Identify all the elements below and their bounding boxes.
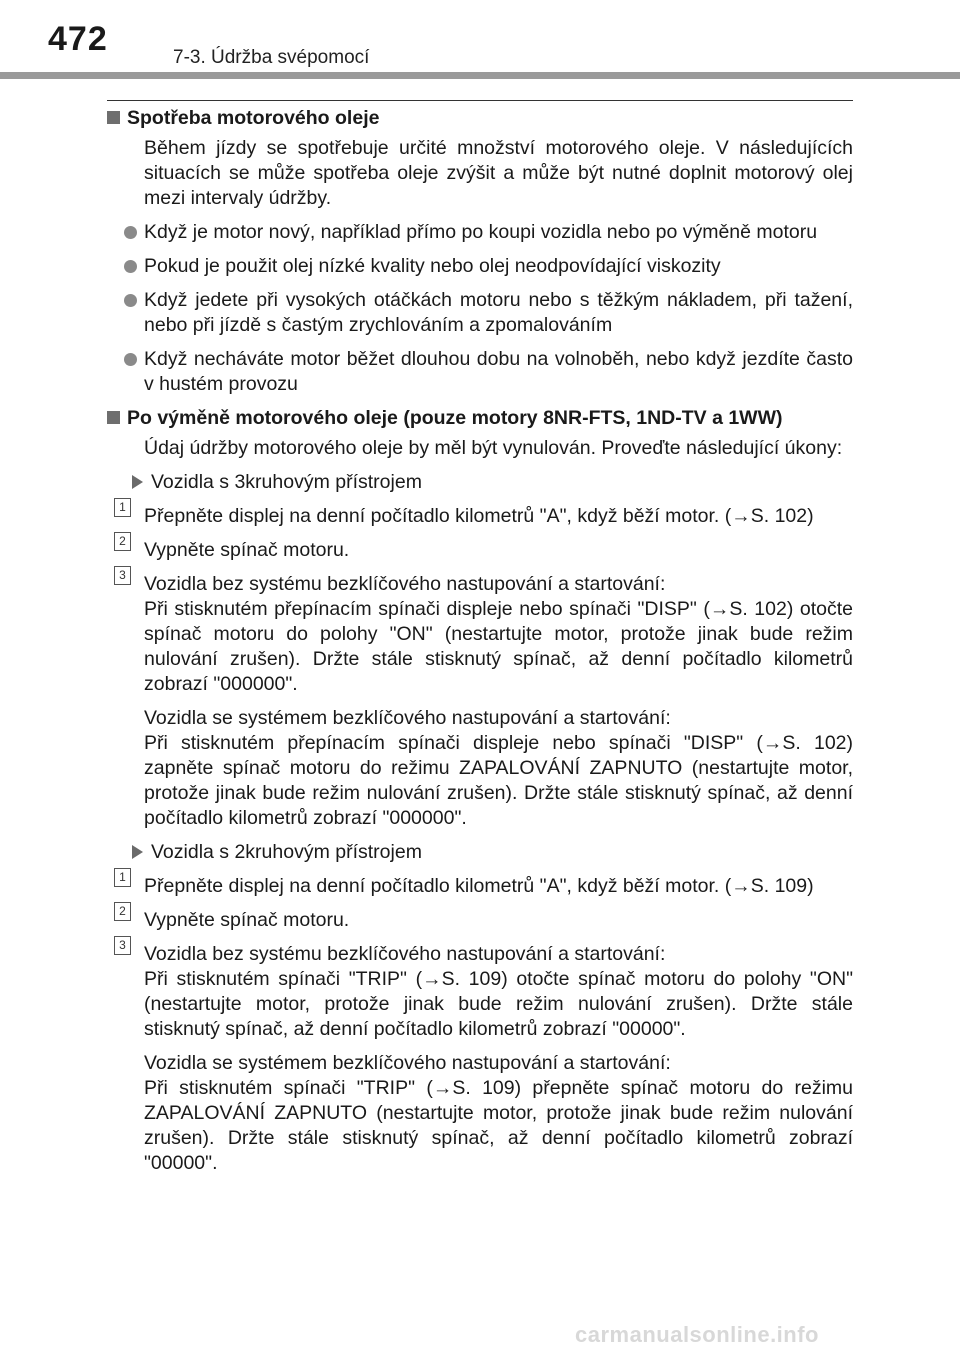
step-text: Při stisknutém přepínacím spínači displeje nebo spínači "DISP" (→S. 102) zapněte spínač motoru do režimu ZAPALOVÁNÍ ZAPNUTO (nestartujte motor, protože jinak bude režim nulování zrušen). Držte stále stisknutý spínač, až denní počítadlo kilometrů zobrazí "000000". [144,732,853,829]
list-item [124,254,853,279]
step-number-badge: 2 [114,902,131,921]
triangle-right-icon [132,475,143,489]
page-number: 472 [48,20,108,58]
step-text: Přepněte displej na denní počítadlo kilometrů "A", když běží motor. (→S. 102) [144,505,814,527]
step-text: Při stisknutém spínači "TRIP" (→S. 109) přepněte spínač motoru do režimu ZAPALOVÁNÍ ZAPNUTO (nestartujte motor, protože jinak bude režim nulování zrušen). Držte stále stisknutý spínač, až denní počítadlo kilometrů zobrazí "00000". [144,1077,853,1174]
step-item [119,500,853,529]
step-text: Vypněte spínač motoru. [144,539,350,561]
step-item [119,534,853,563]
step-item [119,870,853,899]
square-bullet-icon [107,111,120,124]
section-intro: Údaj údržby motorového oleje by měl být vynulován. Proveďte následující úkony: [144,437,843,459]
step-number-badge: 1 [114,498,131,517]
section-title-text: Po výměně motorového oleje (pouze motory 8NR-FTS, 1ND-TV a 1WW) [127,407,783,429]
chapter-title: 7-3. Údržba svépomocí [173,47,370,68]
step-number-badge: 1 [114,868,131,887]
triangle-right-icon [132,845,143,859]
circle-bullet-icon [124,226,137,239]
circle-bullet-icon [124,294,137,307]
page-header [0,0,960,80]
section-title-after-oil-change [107,406,853,431]
watermark: carmanualsonline.info [575,1322,819,1347]
step-item [119,904,853,933]
list-item-text: Pokud je použit olej nízké kvality nebo olej neodpovídající viskozity [144,255,721,277]
circle-bullet-icon [124,353,137,366]
step-number-badge: 2 [114,532,131,551]
list-item-text: Když je motor nový, například přímo po koupi vozidla nebo po výměně motoru [144,221,818,243]
subsection-label [124,470,853,495]
subsection-label [124,840,853,865]
subsection-label-text: Vozidla s 2kruhovým přístrojem [151,841,422,863]
step-text: Přepněte displej na denní počítadlo kilometrů "A", když běží motor. (→S. 109) [144,875,814,897]
section-intro: Během jízdy se spotřebuje určité množství motorového oleje. V následujících situacích se může spotřeba oleje zvýšit a může být nutné doplnit motorový olej mezi intervaly údržby. [144,137,853,209]
step-text: Při stisknutém přepínacím spínači displeje nebo spínači "DISP" (→S. 102) otočte spínač motoru do polohy "ON" (nestartujte motor, protože jinak bude režim nulování zrušen). Držte stále stisknutý spínač, až denní počítadlo kilometrů zobrazí "000000". [144,598,853,695]
step-alternative [144,1051,853,1176]
circle-bullet-icon [124,260,137,273]
step-text: Při stisknutém spínači "TRIP" (→S. 109) otočte spínač motoru do polohy "ON" (nestartujte motor, protože jinak bude režim nulování zrušen). Držte stále stisknutý spínač, až denní počítadlo kilometrů zobrazí "00000". [144,968,853,1040]
header-rule [0,72,960,79]
list-item-text: Když jedete při vysokých otáčkách motoru nebo s těžkým nákladem, při tažení, nebo při jízdě s častým zrychlováním a zpomalováním [144,289,853,336]
step-subtitle: Vozidla se systémem bezklíčového nastupování a startování: [144,1052,671,1074]
list-item [124,288,853,338]
step-subtitle: Vozidla bez systému bezklíčového nastupování a startování: [144,943,666,965]
step-number-badge: 3 [114,936,131,955]
content-top-rule [107,100,853,101]
page-content [107,106,853,1185]
step-item [119,568,853,697]
section-title-text: Spotřeba motorového oleje [127,107,380,129]
subsection-label-text: Vozidla s 3kruhovým přístrojem [151,471,422,493]
list-item [124,220,853,245]
step-subtitle: Vozidla se systémem bezklíčového nastupování a startování: [144,707,671,729]
step-text: Vypněte spínač motoru. [144,909,350,931]
step-number-badge: 3 [114,566,131,585]
step-alternative [144,706,853,831]
step-subtitle: Vozidla bez systému bezklíčového nastupování a startování: [144,573,666,595]
step-item [119,938,853,1042]
section-title-oil-consumption [107,106,853,131]
list-item-text: Když necháváte motor běžet dlouhou dobu na volnoběh, nebo když jezdíte často v hustém provozu [144,348,853,395]
square-bullet-icon [107,411,120,424]
list-item [124,347,853,397]
